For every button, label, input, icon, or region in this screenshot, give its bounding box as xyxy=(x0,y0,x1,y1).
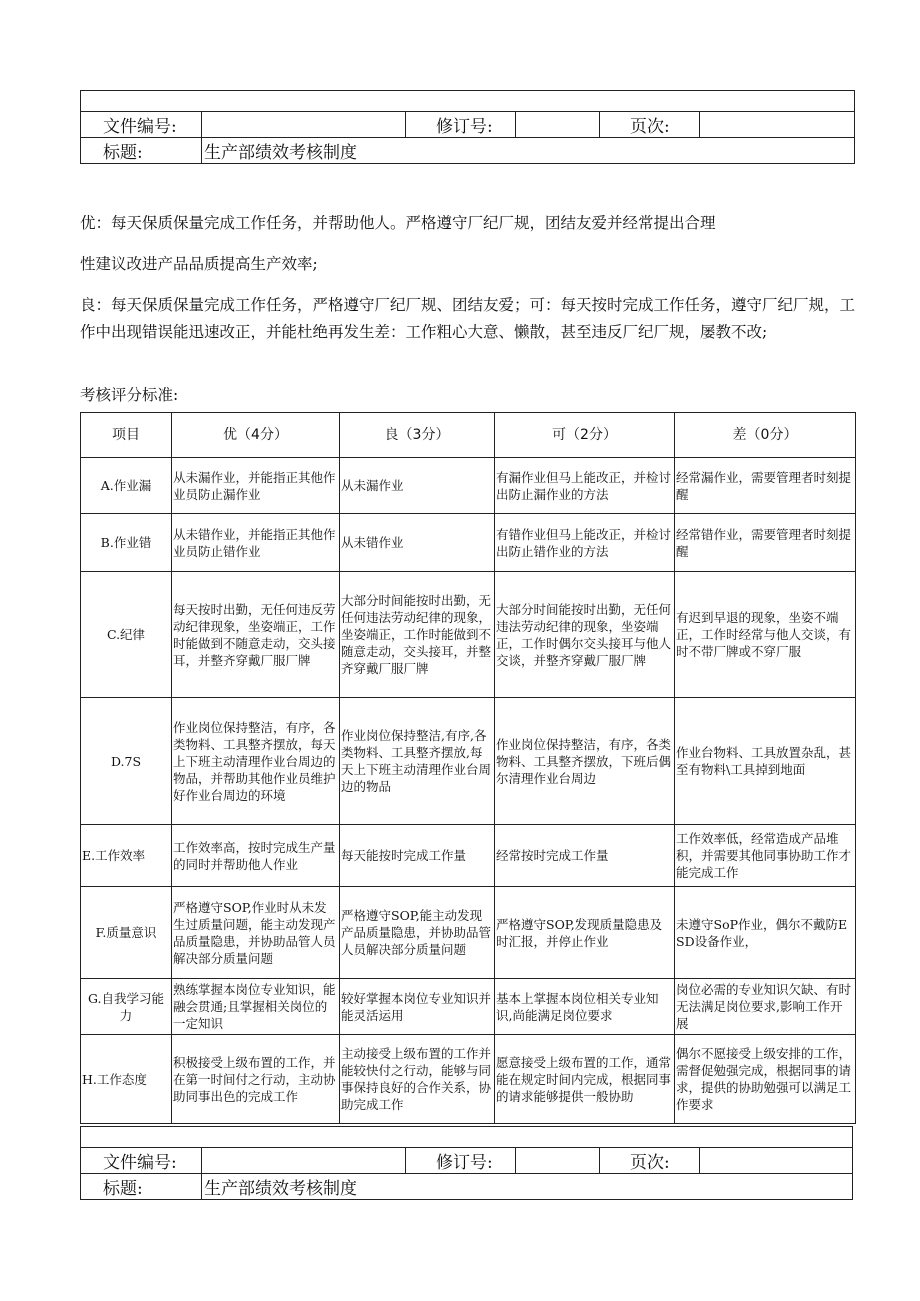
header-blank-row xyxy=(81,91,855,112)
doc-number-label: 文件编号: xyxy=(81,1148,202,1174)
column-header-good: 良（3分） xyxy=(340,413,495,458)
table-row xyxy=(81,887,856,979)
cell-fair: 经常按时完成工作量 xyxy=(495,825,675,887)
doc-number-value xyxy=(202,112,406,138)
column-header-excellent: 优（4分） xyxy=(172,413,340,458)
table-header-row xyxy=(81,413,856,458)
cell-excellent: 熟练掌握本岗位专业知识，能融会贯通;且掌握相关岗位的一定知识 xyxy=(172,979,340,1035)
document-header-top xyxy=(80,90,855,164)
doc-number-label: 文件编号: xyxy=(81,112,202,138)
header-title-row xyxy=(81,138,855,164)
cell-good: 每天能按时完成工作量 xyxy=(340,825,495,887)
row-item: G.自我学习能力 xyxy=(81,979,172,1035)
cell-excellent: 从未漏作业，并能指正其他作业员防止漏作业 xyxy=(172,458,340,514)
table-row xyxy=(81,1035,856,1124)
cell-poor: 岗位必需的专业知识欠缺、有时无法满足岗位要求,影响工作开展 xyxy=(675,979,856,1035)
page-label: 页次: xyxy=(600,1148,700,1174)
revision-label: 修订号: xyxy=(406,112,516,138)
header-blank-row xyxy=(81,1127,853,1148)
revision-value xyxy=(516,1148,600,1174)
doc-number-value xyxy=(202,1148,406,1174)
column-header-item: 项目 xyxy=(81,413,172,458)
scoring-criteria-table xyxy=(80,412,856,1124)
table-row xyxy=(81,825,856,887)
revision-value xyxy=(516,112,600,138)
row-item: B.作业错 xyxy=(81,514,172,572)
document-header-bottom xyxy=(80,1126,853,1200)
cell-fair: 基本上掌握本岗位相关专业知识,尚能满足岗位要求 xyxy=(495,979,675,1035)
cell-good: 大部分时间能按时出勤，无任何违法劳动纪律的现象，坐姿端正，工作时能做到不随意走动，交头接耳，并整齐穿戴厂服厂牌 xyxy=(340,572,495,698)
row-item: E.工作效率 xyxy=(81,825,172,887)
cell-poor: 偶尔不愿接受上级安排的工作，需督促勉强完成，根据同事的请求，提供的协助勉强可以满足工作要求 xyxy=(675,1035,856,1124)
cell-excellent: 从未错作业，并能指正其他作业员防止错作业 xyxy=(172,514,340,572)
cell-good: 从未漏作业 xyxy=(340,458,495,514)
cell-poor: 未遵守SoP作业，偶尔不戴防ESD设备作业， xyxy=(675,887,856,979)
cell-poor: 有迟到早退的现象，坐姿不端正，工作时经常与他人交谈，有时不带厂牌或不穿厂服 xyxy=(675,572,856,698)
cell-good: 从未错作业 xyxy=(340,514,495,572)
cell-fair: 有漏作业但马上能改正，并检讨出防止漏作业的方法 xyxy=(495,458,675,514)
cell-fair: 有错作业但马上能改正，并检讨出防止错作业的方法 xyxy=(495,514,675,572)
cell-excellent: 积极接受上级布置的工作，并在第一时间付之行动，主动协助同事出色的完成工作 xyxy=(172,1035,340,1124)
cell-excellent: 每天按时出勤，无任何违反劳动纪律现象，坐姿端正，工作时能做到不随意走动，交头接耳，并整齐穿戴厂服厂牌 xyxy=(172,572,340,698)
paragraph-excellent-cont: 性建议改进产品品质提高生产效率; xyxy=(80,255,318,273)
column-header-poor: 差（0分） xyxy=(675,413,856,458)
paragraph-excellent: 优：每天保质保量完成工作任务，并帮助他人。严格遵守厂纪厂规，团结友爱并经常提出合理 xyxy=(80,214,716,232)
cell-good: 主动接受上级布置的工作并能较快付之行动，能够与同事保持良好的合作关系，协助完成工作 xyxy=(340,1035,495,1124)
header-info-row xyxy=(81,112,855,138)
table-row xyxy=(81,514,856,572)
cell-poor: 经常错作业，需要管理者时刻提醒 xyxy=(675,514,856,572)
row-item: F.质量意识 xyxy=(81,887,172,979)
row-item: H.工作态度 xyxy=(81,1035,172,1124)
table-row xyxy=(81,458,856,514)
page-label: 页次: xyxy=(600,112,700,138)
title-value: 生产部绩效考核制度 xyxy=(202,1174,853,1200)
cell-fair: 大部分时间能按时出勤，无任何违法劳动纪律的现象，坐姿端正，工作时偶尔交头接耳与他人交谈，并整齐穿戴厂服厂牌 xyxy=(495,572,675,698)
page-value xyxy=(700,1148,853,1174)
cell-good: 较好掌握本岗位专业知识并能灵活运用 xyxy=(340,979,495,1035)
row-item: A.作业漏 xyxy=(81,458,172,514)
cell-excellent: 作业岗位保持整洁，有序，各类物料、工具整齐摆放，每天上下班主动清理作业台周边的物品，并帮助其他作业员维护好作业台周边的环境 xyxy=(172,698,340,825)
criteria-title: 考核评分标准: xyxy=(80,386,179,404)
table-row xyxy=(81,572,856,698)
column-header-fair: 可（2分） xyxy=(495,413,675,458)
cell-excellent: 工作效率高，按时完成生产量的同时并帮助他人作业 xyxy=(172,825,340,887)
title-label: 标题: xyxy=(81,138,202,164)
row-item: D.7S xyxy=(81,698,172,825)
paragraph-good-fair-poor: 良：每天保质保量完成工作任务，严格遵守厂纪厂规、团结友爱；可：每天按时完成工作任务，遵守厂纪厂规，工作中出现错误能迅速改正，并能杜绝再发生差：工作粗心大意、懒散，甚至违反厂纪厂规，屡教不改; xyxy=(80,296,856,341)
table-row xyxy=(81,979,856,1035)
cell-fair: 愿意接受上级布置的工作，通常能在规定时间内完成，根据同事的请求能够提供一般协助 xyxy=(495,1035,675,1124)
cell-good: 作业岗位保持整洁,有序,各类物料、工具整齐摆放,每天上下班主动清理作业台周边的物品 xyxy=(340,698,495,825)
header-title-row xyxy=(81,1174,853,1200)
cell-fair: 作业岗位保持整洁，有序，各类物料、工具整齐摆放，下班后偶尔清理作业台周边 xyxy=(495,698,675,825)
title-value: 生产部绩效考核制度 xyxy=(202,138,855,164)
title-label: 标题: xyxy=(81,1174,202,1200)
header-info-row xyxy=(81,1148,853,1174)
cell-excellent: 严格遵守SOP,作业时从未发生过质量问题，能主动发现产品质量隐患，并协助品管人员解决部分质量问题 xyxy=(172,887,340,979)
cell-good: 严格遵守SOP,能主动发现产品质量隐患，并协助品管人员解决部分质量问题 xyxy=(340,887,495,979)
cell-poor: 工作效率低，经常造成产品堆积，并需要其他同事协助工作才能完成工作 xyxy=(675,825,856,887)
page-value xyxy=(700,112,855,138)
cell-poor: 作业台物料、工具放置杂乱，甚至有物料\工具掉到地面 xyxy=(675,698,856,825)
row-item: C.纪律 xyxy=(81,572,172,698)
revision-label: 修订号: xyxy=(406,1148,516,1174)
cell-poor: 经常漏作业，需要管理者时刻提醒 xyxy=(675,458,856,514)
table-row xyxy=(81,698,856,825)
cell-fair: 严格遵守SOP,发现质量隐患及时汇报，并停止作业 xyxy=(495,887,675,979)
